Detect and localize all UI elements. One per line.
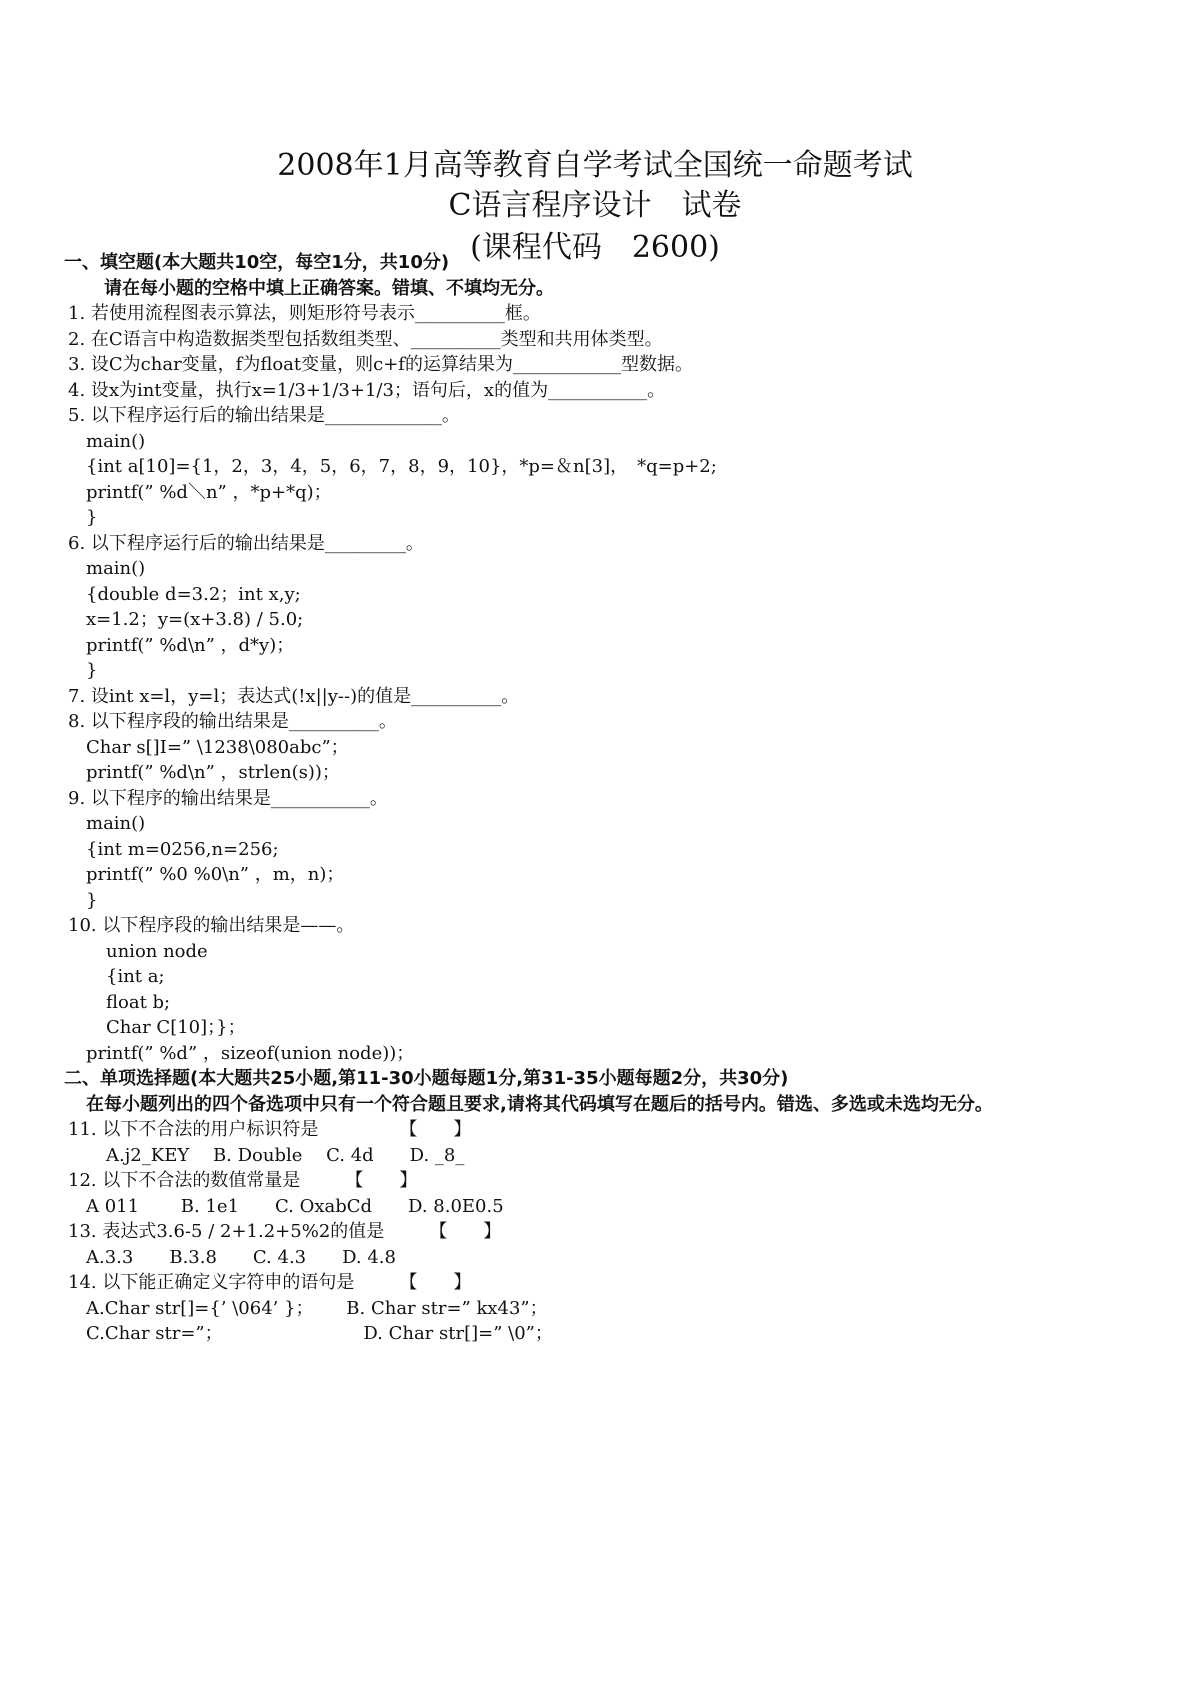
code-line: } <box>86 890 98 911</box>
question-11: 11. 以下不合法的用户标识符是 【 】 <box>68 1119 472 1140</box>
section2-instruction: 在每小题列出的四个备选项中只有一个符合题且要求,请将其代码填写在题后的括号内。错选、多选或未选均无分。 <box>86 1094 993 1115</box>
course-code: (课程代码 2600) <box>470 230 720 265</box>
code-line: Char s[]I=” \1238\080abc”； <box>86 737 349 758</box>
code-line: {int a; <box>106 966 165 987</box>
code-line: printf(” %d\n” ，strlen(s))； <box>86 762 340 783</box>
section1-heading: 一、填空题(本大题共10空，每空1分，共10分) <box>64 252 450 273</box>
question-6: 6. 以下程序运行后的输出结果是_________。 <box>68 533 424 554</box>
code-line: float b; <box>106 992 171 1013</box>
code-line: main() <box>86 558 146 579</box>
section1-instruction: 请在每小题的空格中填上正确答案。错填、不填均无分。 <box>104 278 554 299</box>
question-1: 1. 若使用流程图表示算法，则矩形符号表示__________框。 <box>68 303 541 324</box>
question-9: 9. 以下程序的输出结果是___________。 <box>68 788 388 809</box>
options-14-cd: C.Char str=”； D. Char str[]=” \0”； <box>86 1323 553 1344</box>
question-12: 12. 以下不合法的数值常量是 【 】 <box>68 1170 418 1191</box>
code-line: printf(” %d\n” ，d*y)； <box>86 635 295 656</box>
code-line: union node <box>106 941 208 962</box>
exam-title: 2008年1月高等教育自学考试全国统一命题考试 <box>277 148 913 183</box>
section2-heading: 二、单项选择题(本大题共25小题,第11-30小题每题1分,第31-35小题每题2分，共30分) <box>64 1068 789 1089</box>
options-11: A.j2_KEY B. Double C. 4d D. _8_ <box>106 1145 465 1166</box>
code-line: x=1.2；y=(x+3.8) / 5.0; <box>86 609 304 630</box>
code-line: } <box>86 507 98 528</box>
options-13: A.3.3 B.3.8 C. 4.3 D. 4.8 <box>86 1247 396 1268</box>
question-4: 4. 设x为int变量，执行x=1/3+1/3+1/3；语句后，x的值为___________。 <box>68 380 666 401</box>
course-title: C语言程序设计 试卷 <box>448 188 742 223</box>
question-5: 5. 以下程序运行后的输出结果是_____________。 <box>68 405 460 426</box>
code-line: main() <box>86 431 146 452</box>
options-14-ab: A.Char str[]={’ \064’ }； B. Char str=” kx43”； <box>86 1298 548 1319</box>
code-line: {double d=3.2；int x,y; <box>86 584 301 605</box>
question-3: 3. 设C为char变量，f为float变量，则c+f的运算结果为____________型数据。 <box>68 354 693 375</box>
code-line: } <box>86 660 98 681</box>
options-12: A 011 B. 1e1 C. OxabCd D. 8.0E0.5 <box>86 1196 504 1217</box>
code-line: printf(” %0 %0\n” ，m，n)； <box>86 864 345 885</box>
code-line: main() <box>86 813 146 834</box>
question-13: 13. 表达式3.6-5 / 2+1.2+5%2的值是 【 】 <box>68 1221 502 1242</box>
question-10: 10. 以下程序段的输出结果是——。 <box>68 915 355 936</box>
question-2: 2. 在C语言中构造数据类型包括数组类型、__________类型和共用体类型。 <box>68 329 663 350</box>
code-line: {int a[10]={1，2，3，4，5，6，7，8，9，10}，*p=＆n[3]， *q=p+2; <box>86 456 717 477</box>
question-14: 14. 以下能正确定义字符申的语句是 【 】 <box>68 1272 472 1293</box>
code-line: {int m=0256,n=256; <box>86 839 279 860</box>
question-7: 7. 设int x=l，y=l；表达式(!x||y--)的值是__________。 <box>68 686 520 707</box>
code-line: printf(” %d” ，sizeof(union node))； <box>86 1043 415 1064</box>
code-line: printf(” %d＼n” ，*p+*q)； <box>86 482 332 503</box>
code-line: Char C[10]；}； <box>106 1017 246 1038</box>
question-8: 8. 以下程序段的输出结果是__________。 <box>68 711 397 732</box>
